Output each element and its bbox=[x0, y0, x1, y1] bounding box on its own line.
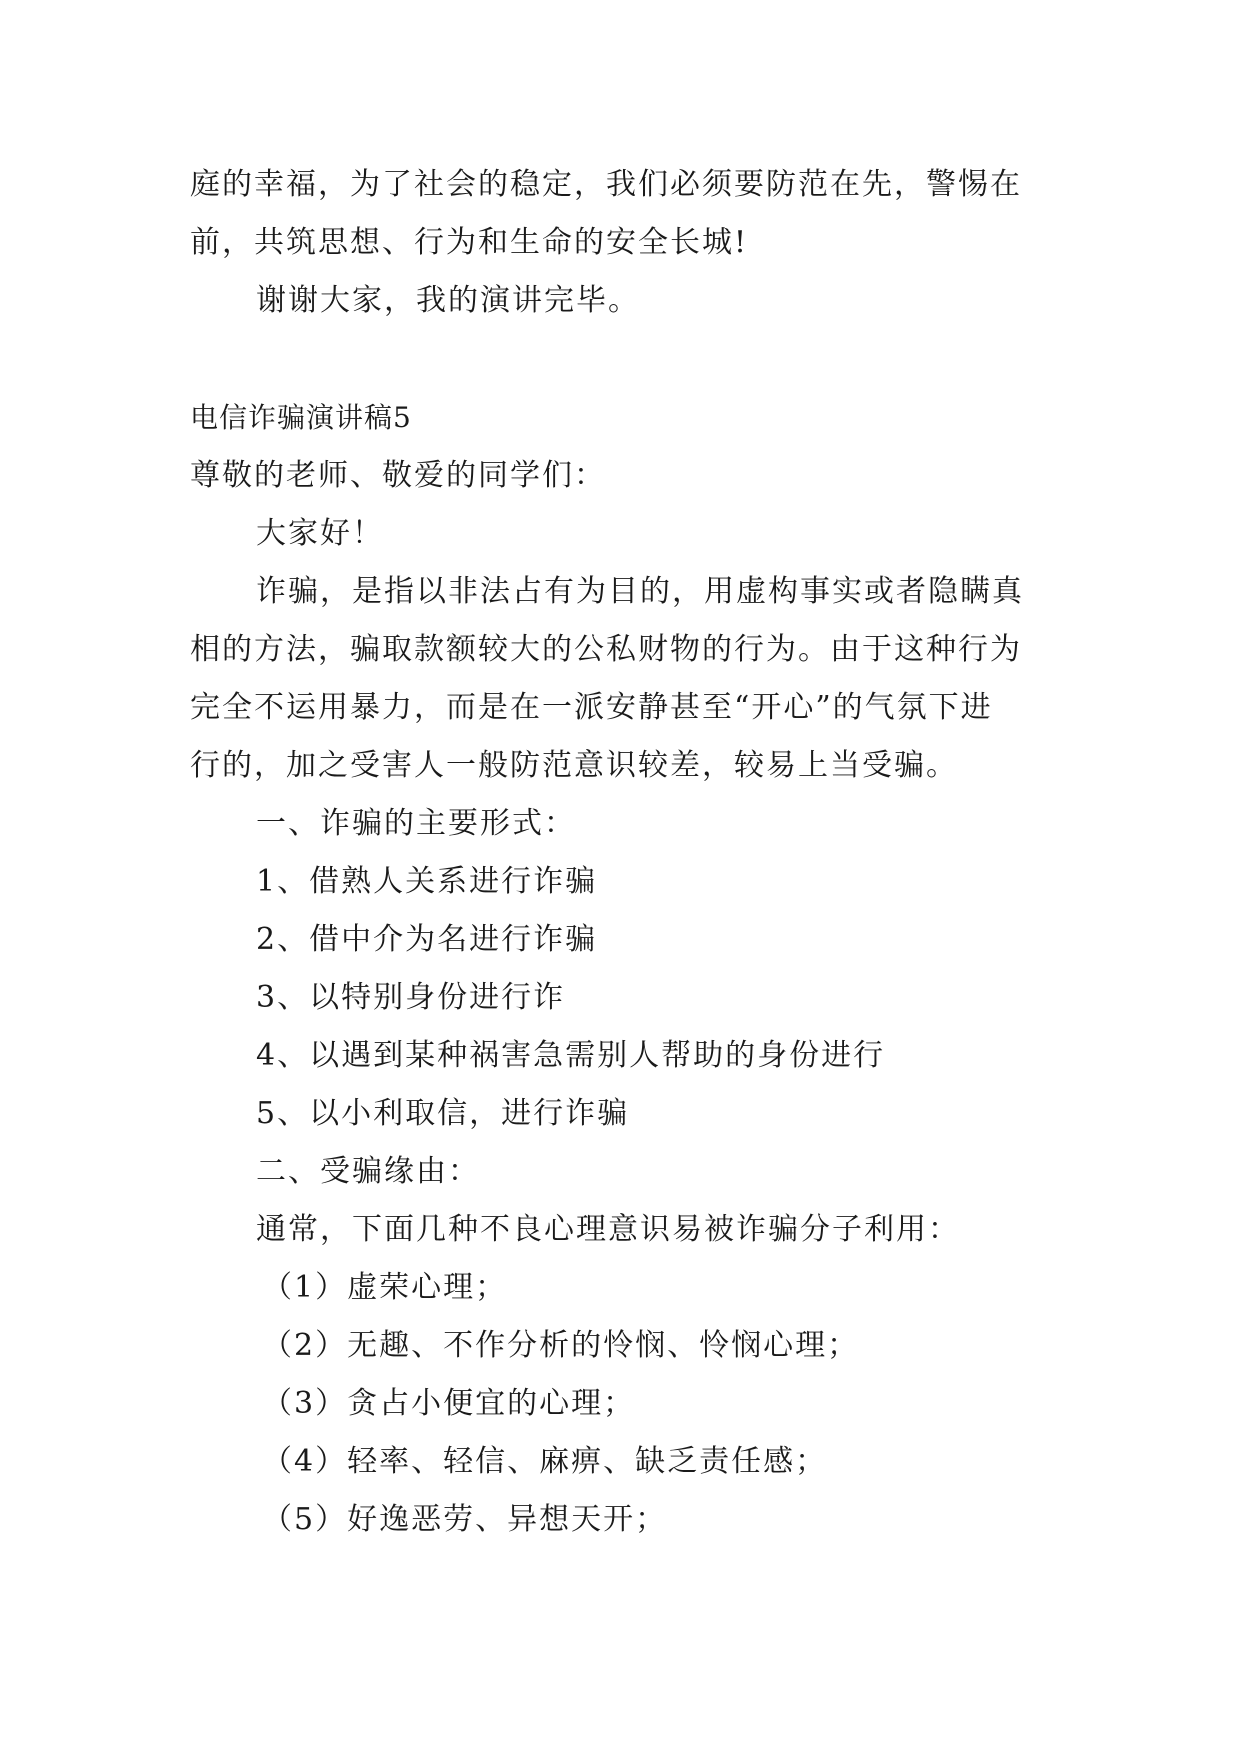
paragraph-line: 完全不运用暴力，而是在一派安静甚至“开心”的气氛下进 bbox=[190, 690, 993, 725]
list-item: （3）贪占小便宜的心理； bbox=[262, 1386, 636, 1421]
list-item: 3、以特别身份进行诈 bbox=[256, 980, 566, 1015]
list-item: （1）虚荣心理； bbox=[262, 1270, 508, 1305]
list-item: 5、以小利取信，进行诈骗 bbox=[256, 1096, 630, 1131]
list-item: （4）轻率、轻信、麻痹、缺乏责任感； bbox=[262, 1444, 828, 1479]
list-item: （2）无趣、不作分析的怜悯、怜悯心理； bbox=[262, 1328, 860, 1363]
salutation: 尊敬的老师、敬爱的同学们： bbox=[190, 458, 606, 493]
list-item: 4、以遇到某种祸害急需别人帮助的身份进行 bbox=[256, 1038, 886, 1073]
list-item: 1、借熟人关系进行诈骗 bbox=[256, 864, 598, 899]
paragraph-line: 庭的幸福，为了社会的稳定，我们必须要防范在先，警惕在 bbox=[190, 167, 1022, 202]
greeting: 大家好！ bbox=[256, 516, 384, 551]
paragraph-line: 诈骗，是指以非法占有为目的，用虚构事实或者隐瞒真 bbox=[256, 574, 1024, 609]
section-heading: 二、受骗缘由： bbox=[256, 1154, 480, 1189]
section-heading: 一、诈骗的主要形式： bbox=[256, 806, 576, 841]
paragraph-line: 相的方法，骗取款额较大的公私财物的行为。由于这种行为 bbox=[190, 632, 1022, 667]
list-item: （5）好逸恶劳、异想天开； bbox=[262, 1502, 668, 1537]
paragraph-line: 通常，下面几种不良心理意识易被诈骗分子利用： bbox=[256, 1212, 960, 1247]
list-item: 2、借中介为名进行诈骗 bbox=[256, 922, 598, 957]
paragraph-line: 前，共筑思想、行为和生命的安全长城! bbox=[190, 225, 749, 260]
section-title: 电信诈骗演讲稿5 bbox=[190, 401, 412, 434]
paragraph-line: 谢谢大家，我的演讲完毕。 bbox=[256, 283, 640, 318]
paragraph-line: 行的，加之受害人一般防范意识较差，较易上当受骗。 bbox=[190, 748, 958, 783]
